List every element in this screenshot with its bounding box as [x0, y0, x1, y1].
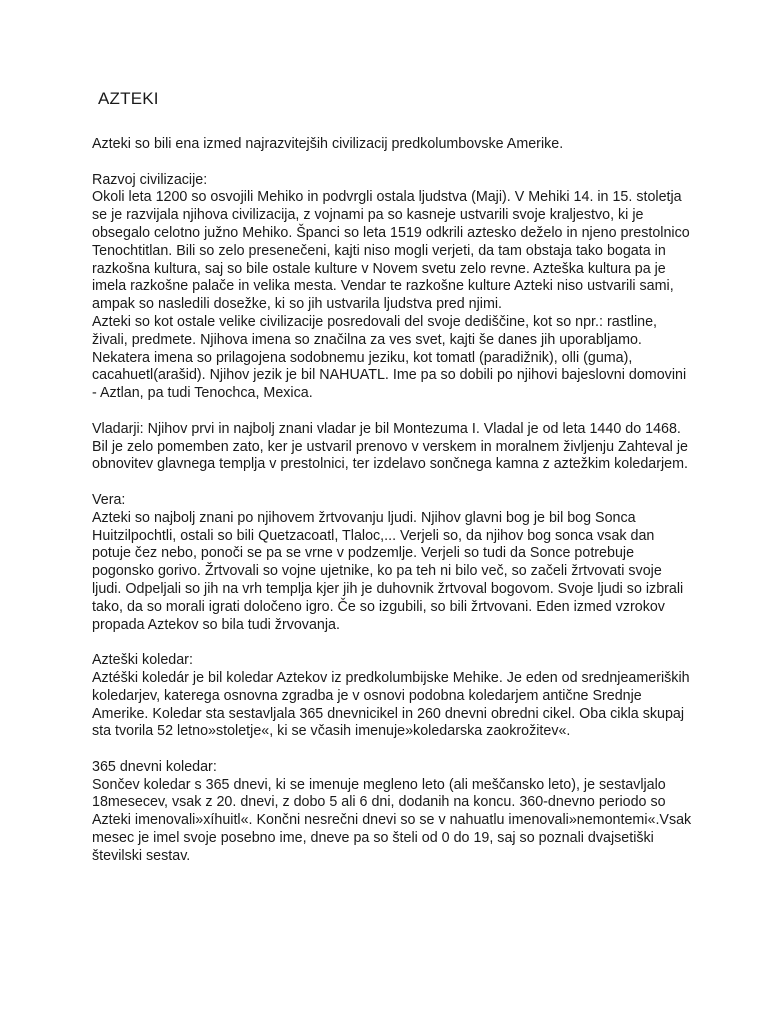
- section-heading: Razvoj civilizacije:: [92, 171, 208, 188]
- section-development: [92, 172, 692, 403]
- paragraph: Azteki so kot ostale velike civilizacije posredovali del svoje dediščine, kot so npr.: rastline, živali, predmete. Njihova imena so značilna za ves svet, kajti še danes jih uporabljamo. Nekatera imena so prilagojena sodobnemu jeziku, kot tomatl (paradižnik), olli (guma), cacahuetl(arašid). Njihov jezik je bil NAHUATL. Ime pa so dobili po njihovi bajeslovni domovini - Aztlan, pa tudi Tenochca, Mexica.: [92, 313, 687, 402]
- section-religion: [92, 492, 692, 634]
- paragraph: Okoli leta 1200 so osvojili Mehiko in podvrgli ostala ljudstva (Maji). V Mehiki 14. in 15. stoletja se je razvijala njihova civilizacija, z vojnami pa so kasneje ustvarili svoje kraljestvo, ki je obsegalo celotno južno Mehiko. Španci so leta 1519 odkrili aztesko deželo in njeno prestolnico Tenochtitlan. Bili so zelo presenečeni, kajti niso mogli verjeti, da tam obstaja tako bogata in razkošna kultura, saj so bile ostale kulture v Novem svetu zelo revne. Azteška kultura pa je imela razkošne palače in velika mesta. Vendar te razkošne kulture Azteki niso ustvarili sami, ampak so nasledili dosežke, ki so jih ustvarila ljudstva pred njimi.: [92, 189, 690, 313]
- paragraph: Azteki so najbolj znani po njihovem žrtvovanju ljudi. Njihov glavni bog je bil bog Sonca Huitzilpochtli, ostali so bili Quetzacoatl, Tlaloc,... Verjeli so, da njihov bog sonca vsak dan potuje čez nebo, ponoči se pa se vrne v podzemlje. Verjeli so tudi da Sonce potrebuje pogonsko gorivo. Žrtvovali so vojne ujetnike, ko pa teh ni bilo več, so začeli žrtvovati svoje ljudi. Odpeljali so jih na vrh templja kjer jih je duhovnik žrtvoval bogovom. Svoje ljudi so izbrali tako, da so morali igrati določeno igro. Če so izgubili, so bili žrtvovani. Eden izmed vzrokov propada Aztekov so bila tudi žrvovanja.: [92, 509, 684, 633]
- intro-paragraph: Azteki so bili ena izmed najrazvitejših civilizacij predkolumbovske Amerike.: [92, 136, 564, 152]
- section-calendar: [92, 652, 692, 741]
- paragraph: Sončev koledar s 365 dnevi, ki se imenuje megleno leto (ali meščansko leto), je sestavljalo 18mesecev, vsak z 20. dnevi, z dobo 5 ali 6 dni, dodanih na koncu. 360-dnevno periodo so Azteki imenovali»xíhuitl«. Končni nesrečni dnevi so se v nahuatlu imenovali»nemontemi«.Vsak mesec je imel svoje posebno ime, dneve pa so šteli od 0 do 19, saj so poznali dvajsetiški številski sestav.: [92, 776, 692, 864]
- section-heading: Azteški koledar:: [92, 652, 193, 669]
- document-title: AZTEKI: [98, 89, 159, 108]
- document-page: [92, 88, 692, 866]
- paragraph: Aztéški koledár je bil koledar Aztekov iz predkolumbijske Mehike. Je eden od srednjeameriških koledarjev, katerega osnovna zgradba je v osnovi podobna koledarjem antične Srednje Amerike. Koledar sta sestavljala 365 dnevnicikel in 260 dnevni obredni cikel. Oba cikla skupaj sta tvorila 52 letno»stoletje«, ki se včasih imenuje»koledarska zaokrožitev«.: [92, 669, 690, 740]
- section-365-calendar: [92, 759, 692, 866]
- section-heading: Vera:: [92, 491, 126, 508]
- paragraph: Vladarji: Njihov prvi in najbolj znani vladar je bil Montezuma I. Vladal je od leta 1440 do 1468. Bil je zelo pomemben zato, ker je ustvaril prenovo v verskem in moralnem življenju Zahteval je obnovitev glavnega templja v prestolnici, ter izdelavo sončnega kamna z aztežkim koledarjem.: [92, 420, 689, 473]
- section-heading: 365 dnevni koledar:: [92, 758, 217, 775]
- section-rulers: [92, 421, 692, 474]
